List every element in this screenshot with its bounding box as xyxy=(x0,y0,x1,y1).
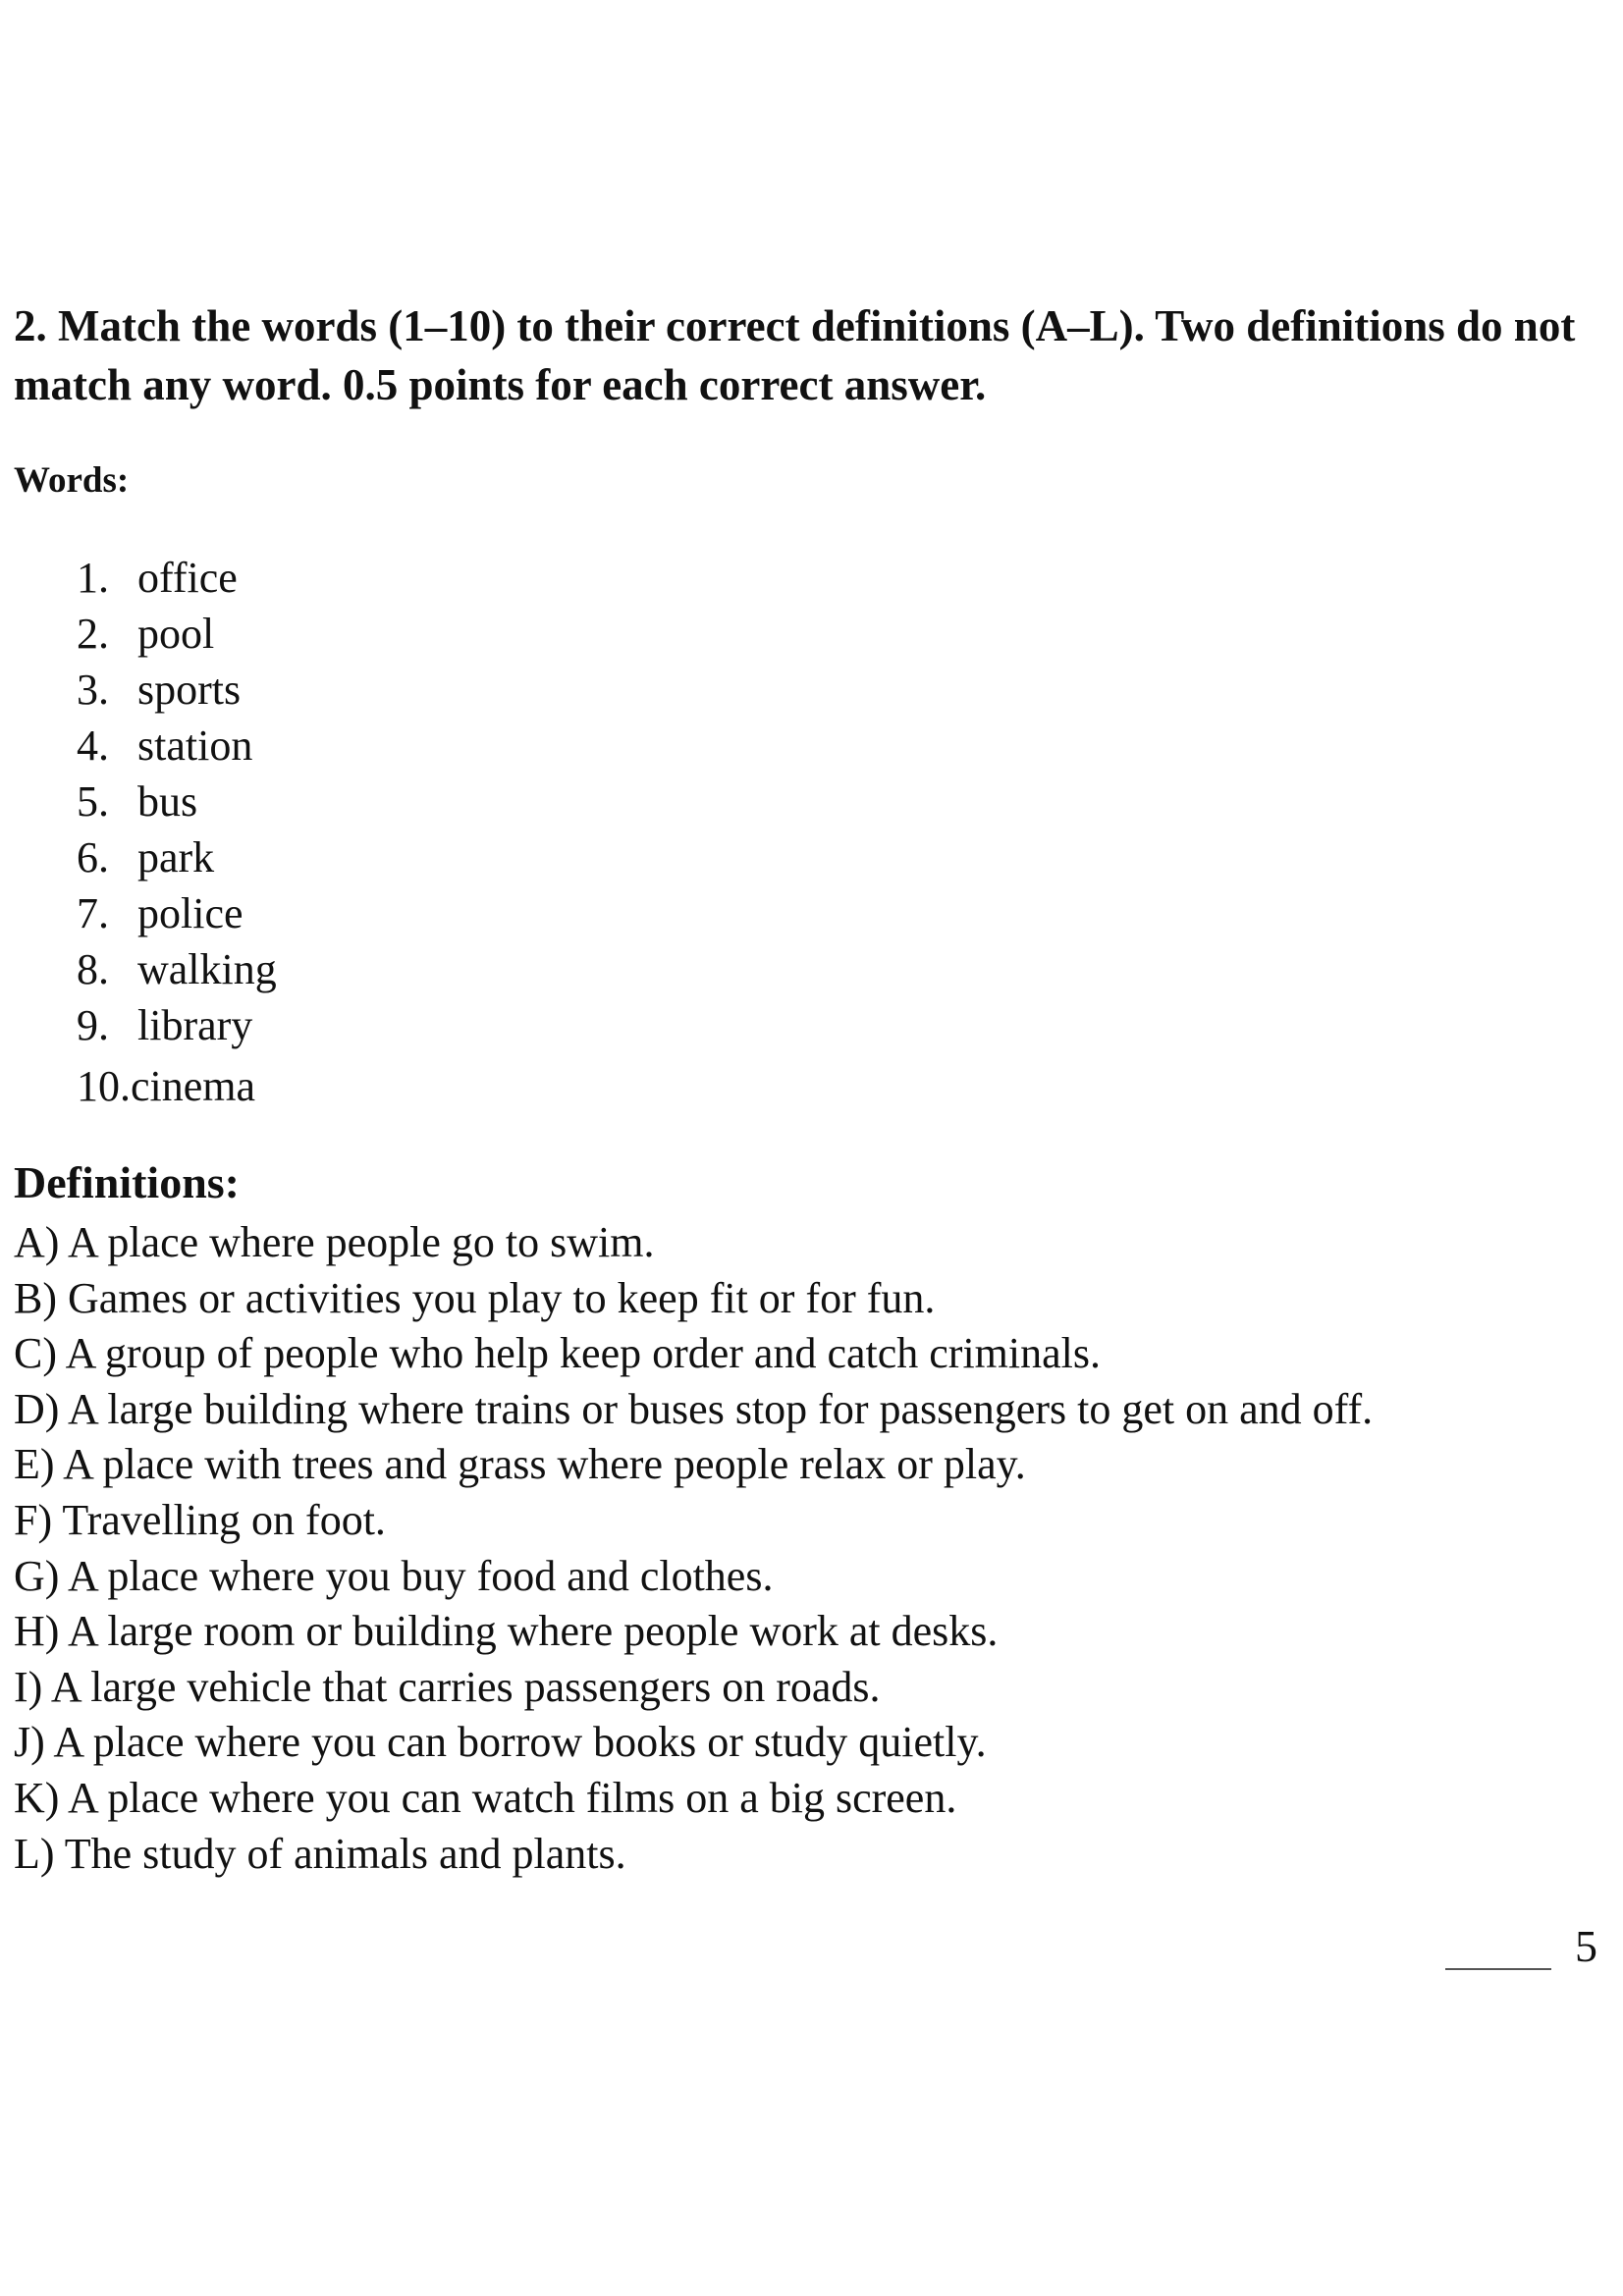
word-item xyxy=(77,606,277,662)
word-text: cinema xyxy=(131,1062,256,1110)
word-item xyxy=(77,662,277,718)
word-item xyxy=(77,885,277,941)
word-text: station xyxy=(137,721,253,770)
definitions-label: Definitions: xyxy=(14,1157,240,1207)
definition-item: G) A place where you buy food and clothes. xyxy=(14,1551,774,1600)
definition-item: D) A large building where trains or buses stop for passengers to get on and off. xyxy=(14,1384,1374,1433)
words-label: Words: xyxy=(14,460,130,501)
word-item xyxy=(77,718,277,774)
word-text: sports xyxy=(137,666,242,714)
word-list xyxy=(77,550,277,1114)
word-number: 1. xyxy=(77,554,109,602)
word-text: office xyxy=(137,554,238,602)
word-item xyxy=(77,997,277,1053)
word-text: library xyxy=(137,1001,253,1049)
definition-item: K) A place where you can watch films on a big screen. xyxy=(14,1773,957,1822)
word-number: 5. xyxy=(77,777,109,826)
word-number: 4. xyxy=(77,721,109,770)
definition-item: H) A large room or building where people work at desks. xyxy=(14,1607,999,1656)
word-text: bus xyxy=(137,777,198,826)
score-answer-line xyxy=(1445,1968,1551,1970)
word-text: park xyxy=(137,833,215,881)
definition-item: J) A place where you can borrow books or study quietly. xyxy=(14,1718,987,1767)
word-text: walking xyxy=(137,945,277,993)
score-points: 5 xyxy=(1575,1921,1597,1971)
word-text: pool xyxy=(137,610,215,658)
definition-item: E) A place with trees and grass where people relax or play. xyxy=(14,1440,1026,1489)
word-item xyxy=(77,941,277,997)
word-number: 6. xyxy=(77,833,109,881)
definition-item: B) Games or activities you play to keep fit or for fun. xyxy=(14,1273,936,1322)
definition-item: C) A group of people who help keep order and catch criminals. xyxy=(14,1329,1102,1378)
word-number: 2. xyxy=(77,610,109,658)
task-heading: 2. Match the words (1–10) to their correct definitions (A–L). Two definitions do not match any word. 0.5 points for each correct answer. xyxy=(14,301,1576,409)
word-item xyxy=(77,829,277,885)
definition-list xyxy=(14,1215,1373,1882)
definition-item: F) Travelling on foot. xyxy=(14,1495,386,1544)
word-number: 7. xyxy=(77,889,109,937)
word-number: 3. xyxy=(77,666,109,714)
word-number: 9. xyxy=(77,1001,109,1049)
definition-item: I) A large vehicle that carries passengers on roads. xyxy=(14,1662,881,1711)
word-number: 8. xyxy=(77,945,109,993)
word-item xyxy=(77,774,277,829)
word-item xyxy=(77,1058,277,1114)
word-number: 10. xyxy=(77,1062,131,1110)
word-item xyxy=(77,550,277,606)
word-text: police xyxy=(137,889,243,937)
definition-item: L) The study of animals and plants. xyxy=(14,1829,626,1878)
definition-item: A) A place where people go to swim. xyxy=(14,1218,655,1266)
